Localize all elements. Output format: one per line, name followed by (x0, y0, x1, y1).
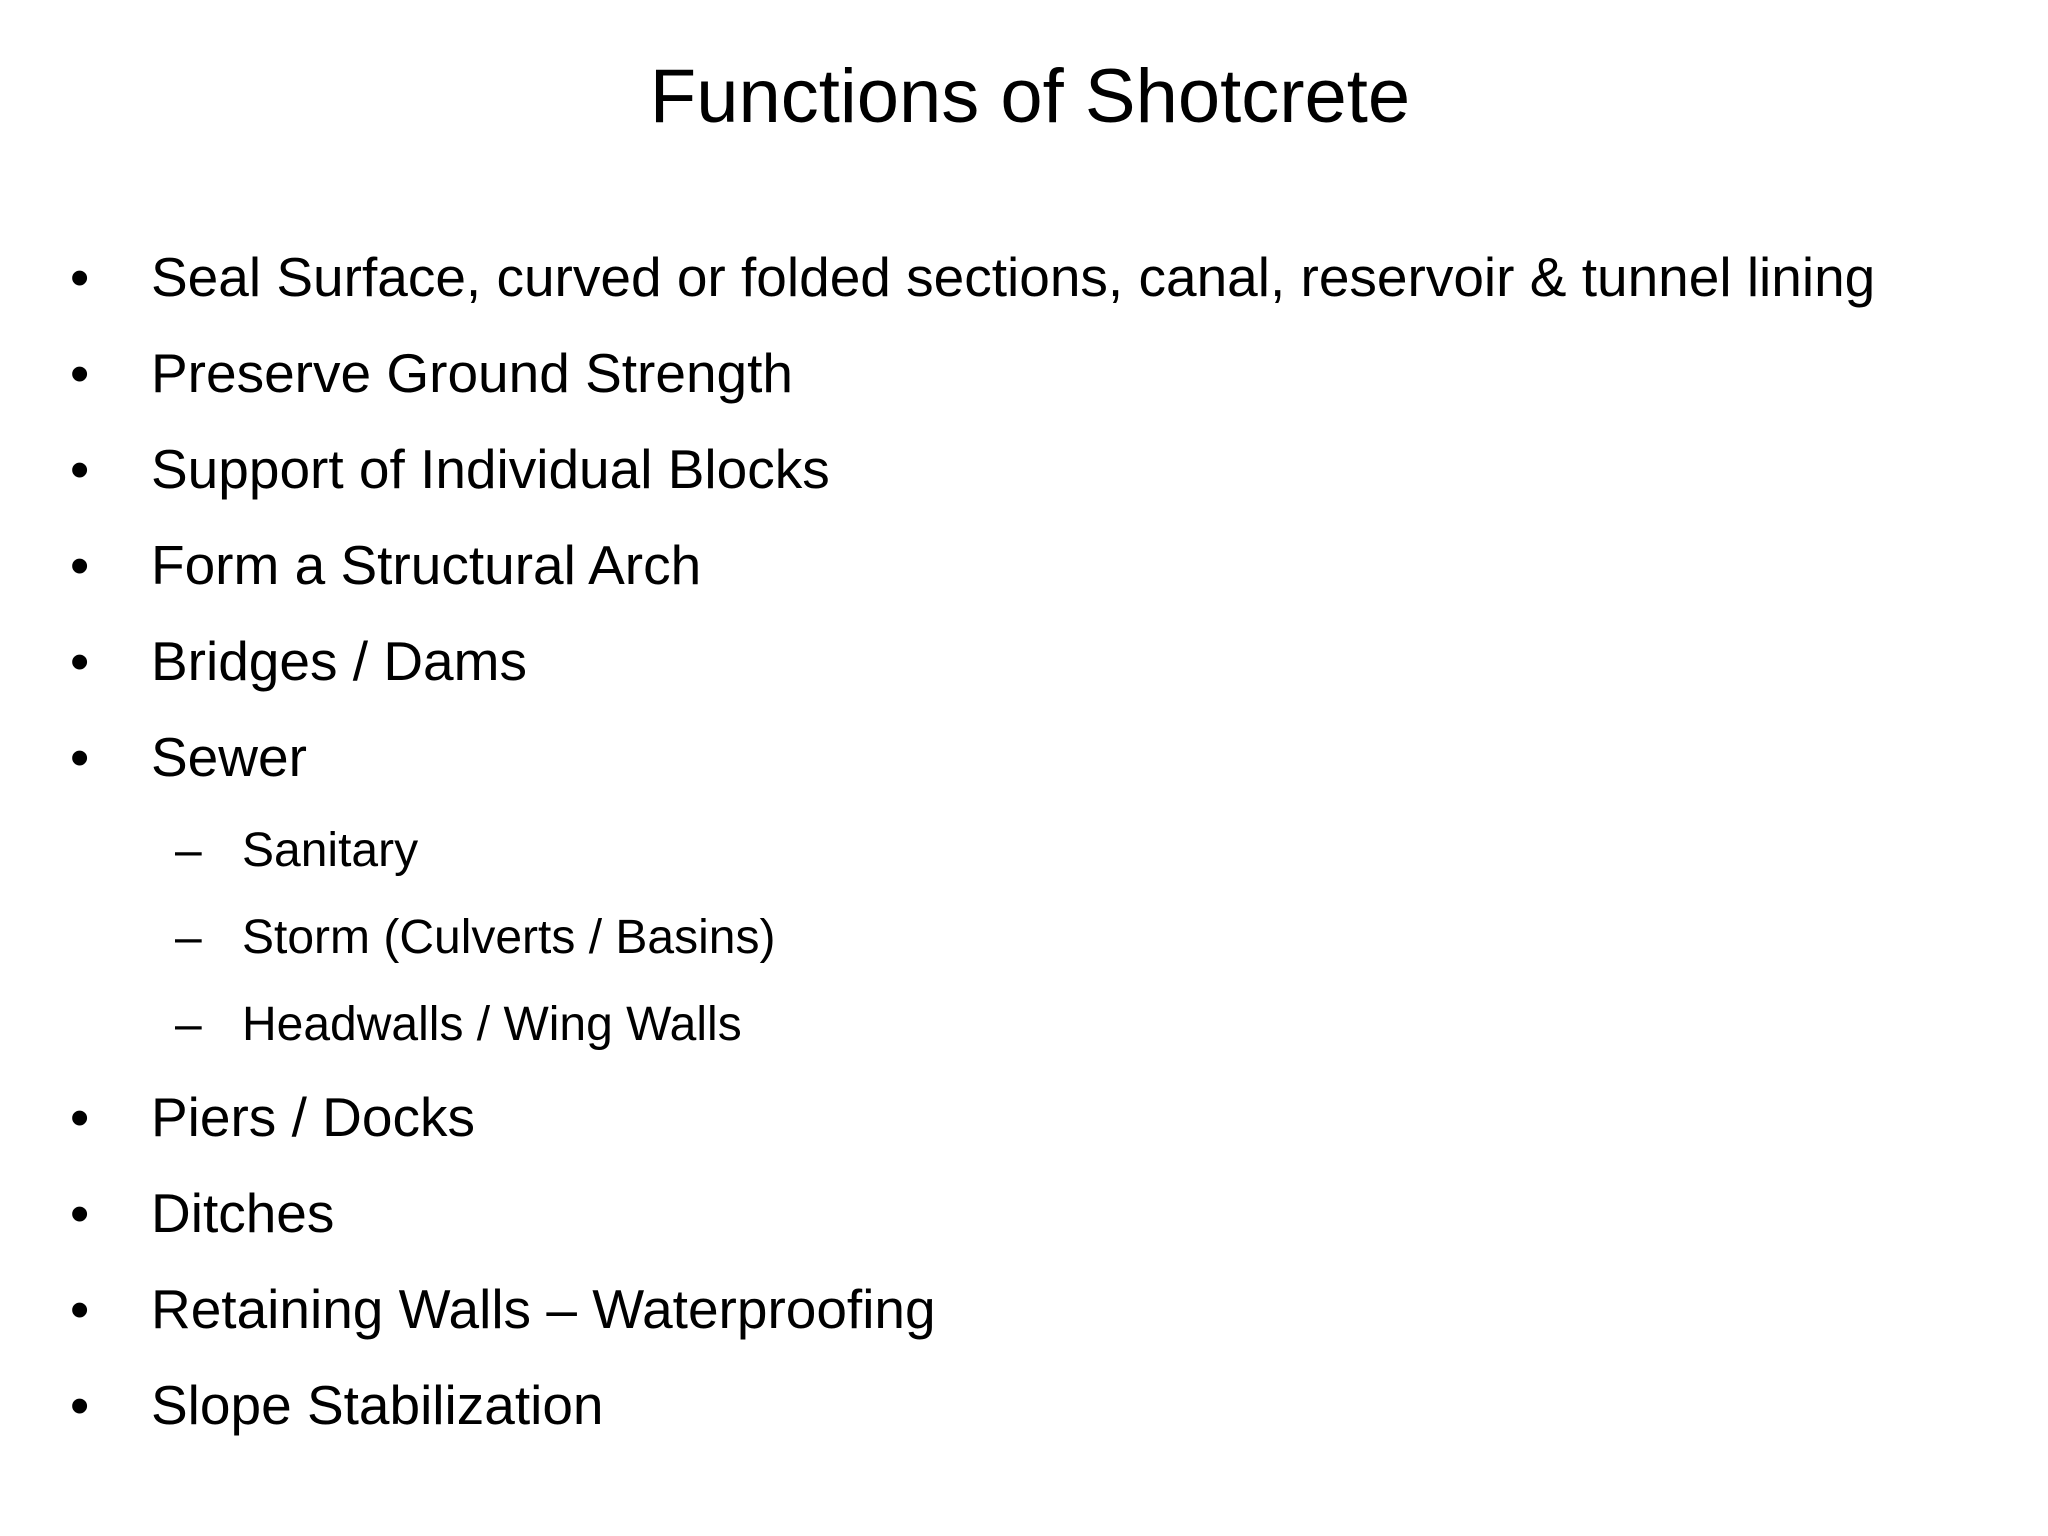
sub-bullet-marker: – (175, 911, 202, 964)
sub-bullet-marker: – (175, 998, 202, 1051)
bullet-marker: • (70, 246, 90, 308)
bullet-marker: • (70, 1278, 90, 1340)
bullet-text: Sewer (151, 726, 307, 788)
bullet-text: Form a Structural Arch (151, 534, 702, 596)
bullet-text: Bridges / Dams (151, 630, 527, 692)
bullet-marker: • (70, 1086, 90, 1148)
sub-bullet-text: Sanitary (242, 824, 419, 877)
bullet-text: Slope Stabilization (151, 1374, 604, 1436)
bullet-marker: • (70, 726, 90, 788)
slide-title: Functions of Shotcrete (649, 54, 1411, 139)
sub-bullet-text: Headwalls / Wing Walls (242, 998, 742, 1051)
bullet-marker: • (70, 342, 90, 404)
bullet-marker: • (70, 1182, 90, 1244)
sub-bullet-marker: – (175, 824, 202, 877)
bullet-marker: • (70, 438, 90, 500)
bullet-text: Retaining Walls – Waterproofing (151, 1278, 936, 1340)
bullet-marker: • (70, 534, 90, 596)
bullet-text: Preserve Ground Strength (151, 342, 794, 404)
bullet-marker: • (70, 630, 90, 692)
sub-bullet-text: Storm (Culverts / Basins) (242, 911, 776, 964)
bullet-text: Ditches (151, 1182, 335, 1244)
bullet-text: Support of Individual Blocks (151, 438, 830, 500)
bullet-text: Piers / Docks (151, 1086, 475, 1148)
bullet-marker: • (70, 1374, 90, 1436)
bullet-text: Seal Surface, curved or folded sections, canal, reservoir & tunnel lining (151, 246, 1876, 308)
